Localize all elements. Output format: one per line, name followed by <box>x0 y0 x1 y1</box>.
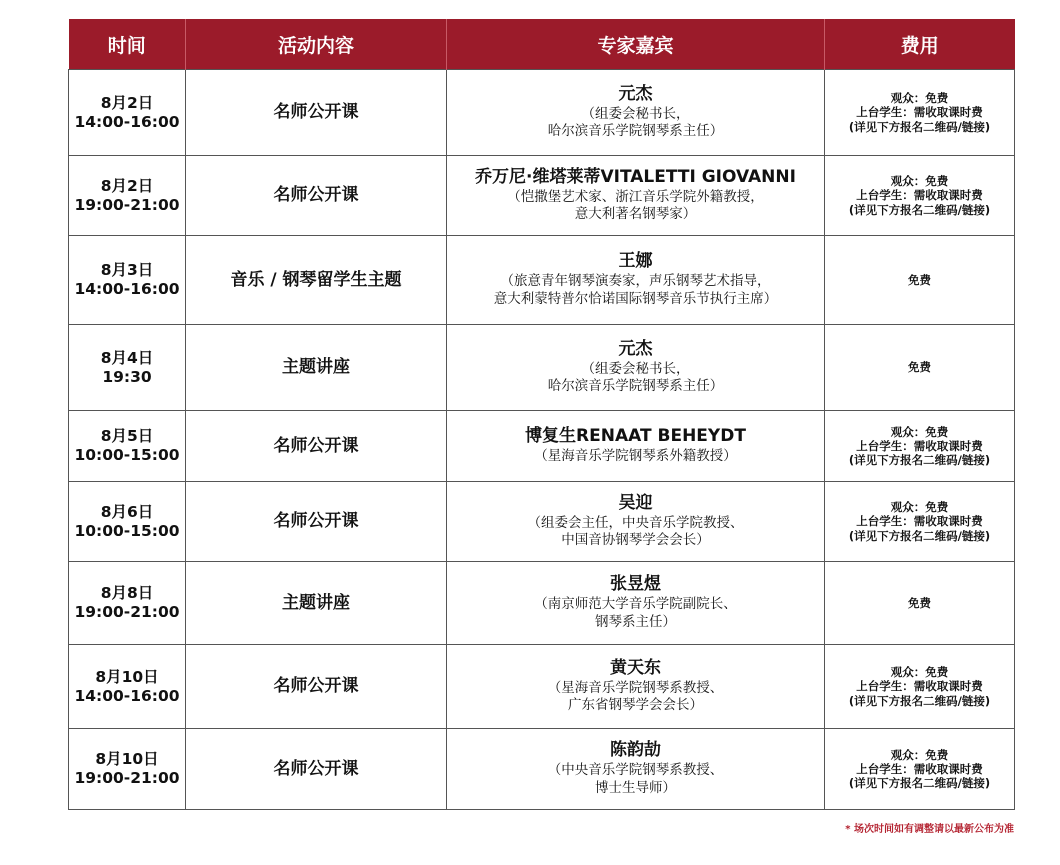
fee-cell <box>825 325 1015 411</box>
expert-cell <box>447 729 825 810</box>
expert-cell <box>447 70 825 156</box>
footnote: * 场次时间如有调整请以最新公布为准 <box>845 824 1014 835</box>
header-time: 时间 <box>69 19 186 70</box>
fee-cell <box>825 562 1015 645</box>
fee-line: 上台学生：需收取课时费 <box>856 514 983 529</box>
fee-line: 观众：免费 <box>890 500 949 515</box>
time-text: 19:30 <box>102 367 152 386</box>
header-fee: 费用 <box>825 19 1015 70</box>
expert-name: 陈韵劼 <box>610 740 661 761</box>
time-text: 14:00-16:00 <box>74 112 180 131</box>
fee-line: (详见下方报名二维码/链接) <box>848 528 991 543</box>
time-text: 14:00-16:00 <box>74 280 180 298</box>
fee-line: 观众：免费 <box>890 174 949 189</box>
time-cell <box>69 645 186 729</box>
activity-cell: 名师公开课 <box>186 645 447 729</box>
date-text: 8月3日 <box>100 261 154 280</box>
time-cell <box>69 562 186 645</box>
table-row <box>69 325 1015 411</box>
date-text: 8月4日 <box>100 348 154 367</box>
expert-name: 元杰 <box>618 83 653 104</box>
fee-line: 观众：免费 <box>890 91 949 106</box>
header-activity: 活动内容 <box>186 19 447 70</box>
fee-line: (详见下方报名二维码/链接) <box>848 776 991 790</box>
activity-cell: 名师公开课 <box>186 70 447 156</box>
fee-line: 观众：免费 <box>890 424 949 439</box>
fee-cell <box>825 411 1015 482</box>
fee-line: 上台学生：需收取课时费 <box>856 761 983 776</box>
date-text: 8月2日 <box>100 93 154 112</box>
table-row <box>69 411 1015 482</box>
date-text: 8月2日 <box>100 176 154 195</box>
fee-cell <box>825 482 1015 562</box>
expert-desc: （中央音乐学院钢琴系教授、 博士生导师） <box>547 762 724 796</box>
fee-cell <box>825 156 1015 236</box>
time-text: 14:00-16:00 <box>74 686 180 705</box>
expert-cell <box>447 482 825 562</box>
date-text: 8月8日 <box>100 584 154 603</box>
expert-cell <box>447 562 825 645</box>
fee-line: 免费 <box>908 360 931 375</box>
fee-cell <box>825 729 1015 810</box>
table-row <box>69 645 1015 729</box>
table-row <box>69 156 1015 236</box>
expert-desc: （组委会秘书长， 哈尔滨音乐学院钢琴系主任） <box>547 105 724 140</box>
expert-desc: （恺撒堡艺术家、浙江音乐学院外籍教授， 意大利著名钢琴家） <box>507 188 764 223</box>
expert-name: 元杰 <box>618 338 653 359</box>
table-row <box>69 70 1015 156</box>
time-text: 19:00-21:00 <box>74 195 180 214</box>
expert-name: 吴迎 <box>618 492 653 513</box>
expert-desc: （星海音乐学院钢琴系教授、 广东省钢琴学会会长） <box>547 679 724 714</box>
time-cell <box>69 411 186 482</box>
fee-line: (详见下方报名二维码/链接) <box>848 693 991 708</box>
table-row <box>69 729 1015 810</box>
schedule-table <box>68 19 1015 810</box>
activity-cell: 主题讲座 <box>186 562 447 645</box>
fee-cell <box>825 645 1015 729</box>
expert-name: 张昱煜 <box>610 574 661 595</box>
fee-line: (详见下方报名二维码/链接) <box>848 202 991 217</box>
expert-desc: （旅意青年钢琴演奏家，声乐钢琴艺术指导， 意大利蒙特普尔恰诺国际钢琴音乐节执行主席） <box>493 273 778 307</box>
fee-line: 上台学生：需收取课时费 <box>856 438 983 453</box>
fee-line: (详见下方报名二维码/链接) <box>848 119 991 134</box>
fee-line: 上台学生：需收取课时费 <box>856 105 983 120</box>
table-row <box>69 482 1015 562</box>
activity-cell: 名师公开课 <box>186 729 447 810</box>
activity-cell: 名师公开课 <box>186 411 447 482</box>
time-cell <box>69 729 186 810</box>
fee-line: 上台学生：需收取课时费 <box>856 188 983 203</box>
time-cell <box>69 236 186 325</box>
table-row <box>69 236 1015 325</box>
table-row <box>69 562 1015 645</box>
expert-cell <box>447 645 825 729</box>
expert-desc: （组委会秘书长， 哈尔滨音乐学院钢琴系主任） <box>547 360 724 395</box>
expert-cell <box>447 325 825 411</box>
fee-line: 免费 <box>908 595 931 610</box>
fee-cell <box>825 70 1015 156</box>
activity-cell: 主题讲座 <box>186 325 447 411</box>
fee-line: 观众：免费 <box>890 665 949 680</box>
expert-name: 黄天东 <box>610 657 661 678</box>
fee-line: 观众：免费 <box>890 747 949 762</box>
time-text: 19:00-21:00 <box>74 769 180 787</box>
activity-cell: 名师公开课 <box>186 482 447 562</box>
expert-desc: （南京师范大学音乐学院副院长、 钢琴系主任） <box>534 596 737 630</box>
date-text: 8月6日 <box>100 502 154 521</box>
time-cell <box>69 325 186 411</box>
activity-cell: 名师公开课 <box>186 156 447 236</box>
time-cell <box>69 482 186 562</box>
date-text: 8月10日 <box>95 750 159 769</box>
expert-name: 王娜 <box>618 251 653 272</box>
table-header-row <box>69 19 1015 70</box>
fee-line: 上台学生：需收取课时费 <box>856 679 983 694</box>
time-text: 19:00-21:00 <box>74 603 180 621</box>
expert-desc: （组委会主任，中央音乐学院教授、 中国音协钢琴学会会长） <box>527 514 744 549</box>
activity-cell: 音乐 / 钢琴留学生主题 <box>186 236 447 325</box>
expert-name: 乔万尼·维塔莱蒂VITALETTI GIOVANNI <box>475 166 796 187</box>
expert-cell <box>447 411 825 482</box>
expert-cell <box>447 156 825 236</box>
date-text: 8月10日 <box>95 667 159 686</box>
fee-line: (详见下方报名二维码/链接) <box>848 453 991 467</box>
time-cell <box>69 70 186 156</box>
header-expert: 专家嘉宾 <box>447 19 825 70</box>
time-text: 10:00-15:00 <box>74 446 180 464</box>
date-text: 8月5日 <box>100 427 154 446</box>
time-text: 10:00-15:00 <box>74 521 180 540</box>
expert-name: 博复生RENAAT BEHEYDT <box>525 426 746 447</box>
expert-cell <box>447 236 825 325</box>
fee-cell <box>825 236 1015 325</box>
expert-desc: （星海音乐学院钢琴系外籍教授） <box>534 447 737 464</box>
fee-line: 免费 <box>908 272 931 287</box>
time-cell <box>69 156 186 236</box>
